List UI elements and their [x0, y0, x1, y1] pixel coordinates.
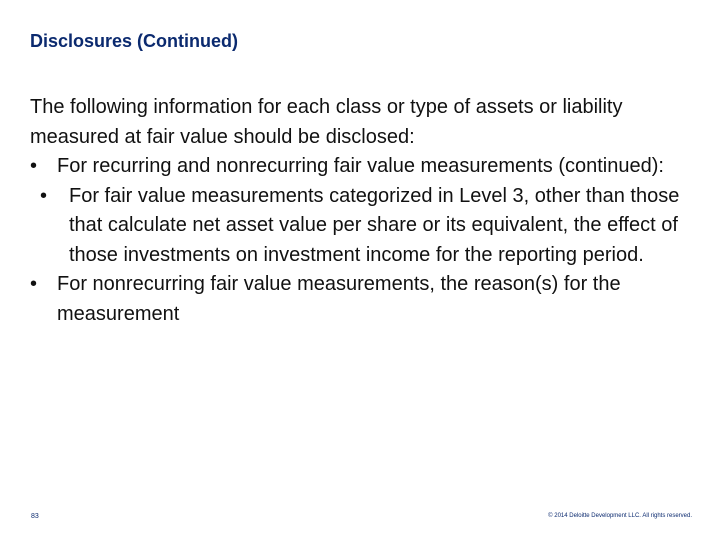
- bullet-text: For nonrecurring fair value measurements, the reason(s) for the measurement: [57, 273, 621, 325]
- bullet-marker: •: [30, 155, 38, 177]
- intro-paragraph: The following information for each class or type of assets or liability measured at fair value should be disclosed:: [30, 96, 623, 148]
- sub-bullet-level3: [40, 182, 700, 271]
- bullet-recurring-nonrecurring: [30, 152, 700, 182]
- bullet-text: For fair value measurements categorized in Level 3, other than those that calculate net asset value per share or its equivalent, the effect of those investments on investment income for the reporting period.: [69, 184, 680, 266]
- bullet-nonrecurring-reason: [30, 270, 700, 329]
- bullet-text: For recurring and nonrecurring fair value measurements (continued):: [57, 155, 664, 177]
- slide-body: [30, 93, 700, 329]
- slide-title: Disclosures (Continued): [30, 31, 239, 51]
- bullet-marker: •: [40, 184, 48, 207]
- page-number: 83: [31, 513, 39, 520]
- bullet-marker: •: [30, 273, 38, 295]
- copyright-notice: © 2014 Deloitte Development LLC. All rights reserved.: [548, 513, 692, 519]
